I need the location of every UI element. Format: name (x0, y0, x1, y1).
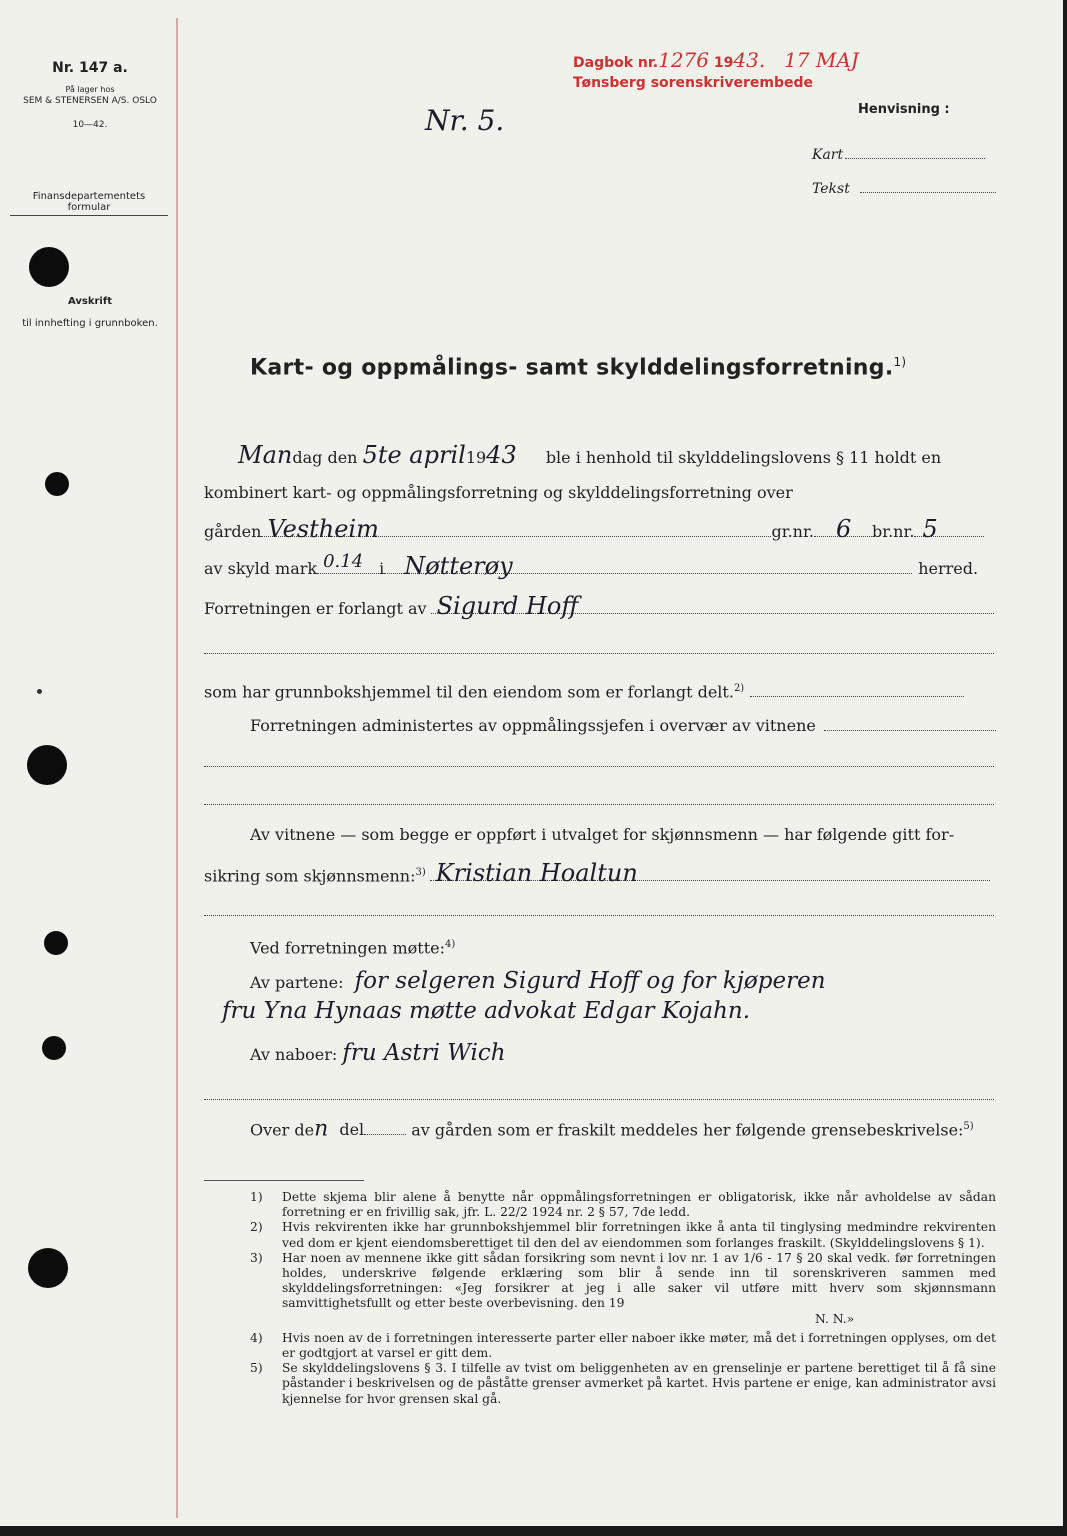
boundary-note: 5) (963, 1121, 974, 1132)
over-label: Over de (250, 1120, 315, 1140)
witness-field (430, 859, 990, 888)
witness-line-1: Av vitnene — som begge er oppført i utvalget for skjønnsmenn — har følgende gitt for- (250, 825, 955, 844)
blank-line (204, 652, 994, 654)
footnote-signature (250, 1312, 996, 1327)
date-line (238, 441, 942, 469)
parties-text-2: fru Yna Hynaas møtte advokat Edgar Kojahn. (222, 998, 751, 1024)
witness-note: 3) (415, 867, 426, 878)
neighbors-label: Av naboer: (250, 1045, 338, 1064)
requested-row (204, 592, 994, 620)
parties-row (250, 970, 826, 994)
blank-line (204, 803, 994, 805)
neighbors-row (250, 1042, 506, 1066)
punch-hole (28, 1248, 68, 1288)
administered-text: Forretningen administertes av oppmålingssjefen i overvær av vitnene (250, 716, 816, 735)
neighbors-text: fru Astri Wich (342, 1040, 506, 1066)
title-note: 1) (893, 355, 907, 369)
publisher-line-1: På lager hos (65, 85, 115, 94)
copy-purpose: til innhefting i grunnboken. (22, 318, 158, 329)
administered-row (250, 714, 996, 737)
present-label: Ved forretningen møtte: (250, 938, 445, 958)
district-label: herred. (918, 559, 979, 578)
municipality: Nøtterøy (404, 552, 513, 580)
requested-field (431, 592, 994, 620)
footnote-signature-text: N. N.» (815, 1311, 855, 1326)
speck (37, 689, 42, 694)
footnote-text: Se skylddelingslovens § 3. I tilfelle av tvist om beliggenheten av en grenselinje er partene berettiget til å få sine påstander i beskrivelsen og de påståtte grenser avmerket på kartet. Hvis partene er enige, kan administrator avsi kjennelse for hvor grensen skal gå. (282, 1361, 996, 1406)
present-note: 4) (444, 939, 456, 950)
footnote-text: Har noen av mennene ikke gitt sådan forsikring som nevnt i lov nr. 1 av 1/6 - 17 § 20 skal vedk. før forretningen holdes, underskrive følgende erklæring som blir å sende inn til sorenskriveren sammen med skylddelingsforretningen: «Jeg forsikrer at jeg i alle saker vil utføre mitt hverv som skjønnsmann samvittighetsfullt og etter beste overbevisning. den 19 (282, 1250, 996, 1311)
tax-label: av skyld mark (204, 559, 318, 578)
footnote-number: 2) (250, 1220, 263, 1235)
reference-text-field (860, 176, 996, 193)
brnr-field (914, 515, 984, 543)
parties-text-1: for selgeren Sigurd Hoff og for kjøperen (354, 968, 826, 994)
farm-name: Vestheim (267, 515, 379, 543)
del-label: del (339, 1120, 365, 1140)
case-number: Nr. 5. (425, 104, 505, 137)
footnote (250, 1331, 996, 1361)
reference-text-label: Tekst (812, 181, 850, 197)
boundary-text: av gården som er fraskilt meddeles her følgende grensebeskrivelse: (411, 1120, 964, 1140)
year-hand: 43 (486, 441, 517, 469)
farm-label: gården (204, 522, 262, 541)
administered-field (824, 714, 996, 731)
footnote (250, 1220, 996, 1250)
punch-hole (27, 745, 67, 785)
tax-field (317, 551, 379, 574)
reference-map-label: Kart (812, 147, 844, 163)
footnote-text: Hvis rekvirenten ikke har grunnbokshjemmel blir forretningen ikke å anta til tinglysing medmindre rekvirenten ved dom er kjent eiendomsberettiget til den del av eiendommen som forlanges fraskilt. (Skylddelingslovens § 1). (282, 1220, 996, 1250)
punch-hole (44, 931, 68, 955)
reference-map-field (845, 142, 985, 159)
stamp-date: 17 MAJ (784, 48, 859, 72)
form-number: Nr. 147 a. (52, 60, 128, 76)
footnote-text: Dette skjema blir alene å benytte når oppmålingsforretningen er obligatorisk, ikke når avholdelse av sådan forretning er en frivillig sak, jfr. L. 22/2 1924 nr. 2 § 57, 7de ledd. (282, 1190, 996, 1220)
grnr-field (814, 515, 872, 543)
year-print: 19 (465, 448, 487, 467)
title-holder-row (204, 678, 964, 703)
form-issuer: Finansdepartementets formular (10, 191, 168, 216)
stamp-diary-number: 1276 (658, 48, 710, 72)
reference-map-row (812, 142, 985, 166)
line1-rest: ble i henhold til skylddelingslovens § 11 holdt en (545, 448, 942, 467)
title-holder-field (750, 680, 964, 697)
weekday-hand: Man (238, 441, 293, 469)
footnote (250, 1361, 996, 1407)
blank-line (204, 914, 994, 916)
in-label: i (379, 559, 385, 578)
stamp-year-suffix: 43. (733, 48, 766, 72)
del-field (364, 1118, 406, 1135)
footnote (250, 1190, 996, 1220)
footnote-text: Hvis noen av de i forretningen interesserte parter eller naboer ikke møter, må det i forretningen opplyses, om det er godtgjort at varsel er gitt dem. (282, 1330, 996, 1361)
witness-row (204, 859, 990, 888)
footnote-number: 1) (250, 1190, 263, 1204)
over-hand: n (314, 1116, 329, 1142)
reference-text-row (812, 176, 996, 200)
publisher-line-2: SEM & STENERSEN A/S. OSLO (23, 96, 157, 106)
document-title-text: Kart- og oppmålings- samt skylddelingsforretning. (250, 355, 894, 381)
line-2: kombinert kart- og oppmålingsforretning og skylddelingsforretning over (204, 483, 793, 502)
reference-title: Henvisning : (858, 102, 950, 117)
stamp-prefix: Dagbok nr. (573, 55, 659, 71)
present-row (250, 934, 455, 959)
requested-label: Forretningen er forlangt av (204, 599, 427, 618)
footnote-rule (204, 1180, 364, 1181)
title-holder-text: som har grunnbokshjemmel til den eiendom som er forlangt delt. (204, 682, 734, 702)
blank-line (204, 765, 994, 767)
parties-label: Av partene: (250, 973, 344, 992)
margin-rule (176, 18, 178, 1518)
stamp-year-prefix: 19 (713, 55, 734, 71)
publisher-line-3: 10—42. (72, 120, 108, 130)
footnote (250, 1251, 996, 1312)
punch-hole (29, 247, 69, 287)
brnr-label: br.nr. (871, 522, 915, 541)
requested-by: Sigurd Hoff (436, 592, 579, 620)
brnr-value: 5 (922, 515, 938, 543)
grnr-label: gr.nr. (771, 522, 814, 541)
footnote-number: 3) (250, 1250, 263, 1265)
footnotes (250, 1190, 996, 1407)
document-title (250, 355, 906, 380)
witness-label: sikring som skjønnsmenn: (204, 866, 416, 886)
weekday-print: dag den (292, 448, 358, 467)
boundary-row (250, 1116, 974, 1141)
punch-hole (42, 1036, 66, 1060)
stamp-office: Tønsberg sorenskriverembede (573, 75, 814, 91)
blank-line (204, 1098, 994, 1100)
punch-hole (45, 472, 69, 496)
farm-row (204, 515, 984, 543)
tax-value: 0.14 (323, 551, 364, 572)
farm-field (261, 515, 771, 543)
diary-stamp (573, 50, 859, 93)
date-hand: 5te april (362, 441, 466, 469)
footnote-number: 5) (250, 1361, 263, 1376)
grnr-value: 6 (835, 515, 852, 543)
witness-name: Kristian Hoaltun (435, 859, 638, 888)
tax-row (204, 551, 979, 580)
municipality-field (384, 552, 912, 580)
copy-label: Avskrift (68, 296, 112, 307)
title-holder-note: 2) (733, 683, 745, 694)
footnote-number: 4) (250, 1330, 263, 1345)
